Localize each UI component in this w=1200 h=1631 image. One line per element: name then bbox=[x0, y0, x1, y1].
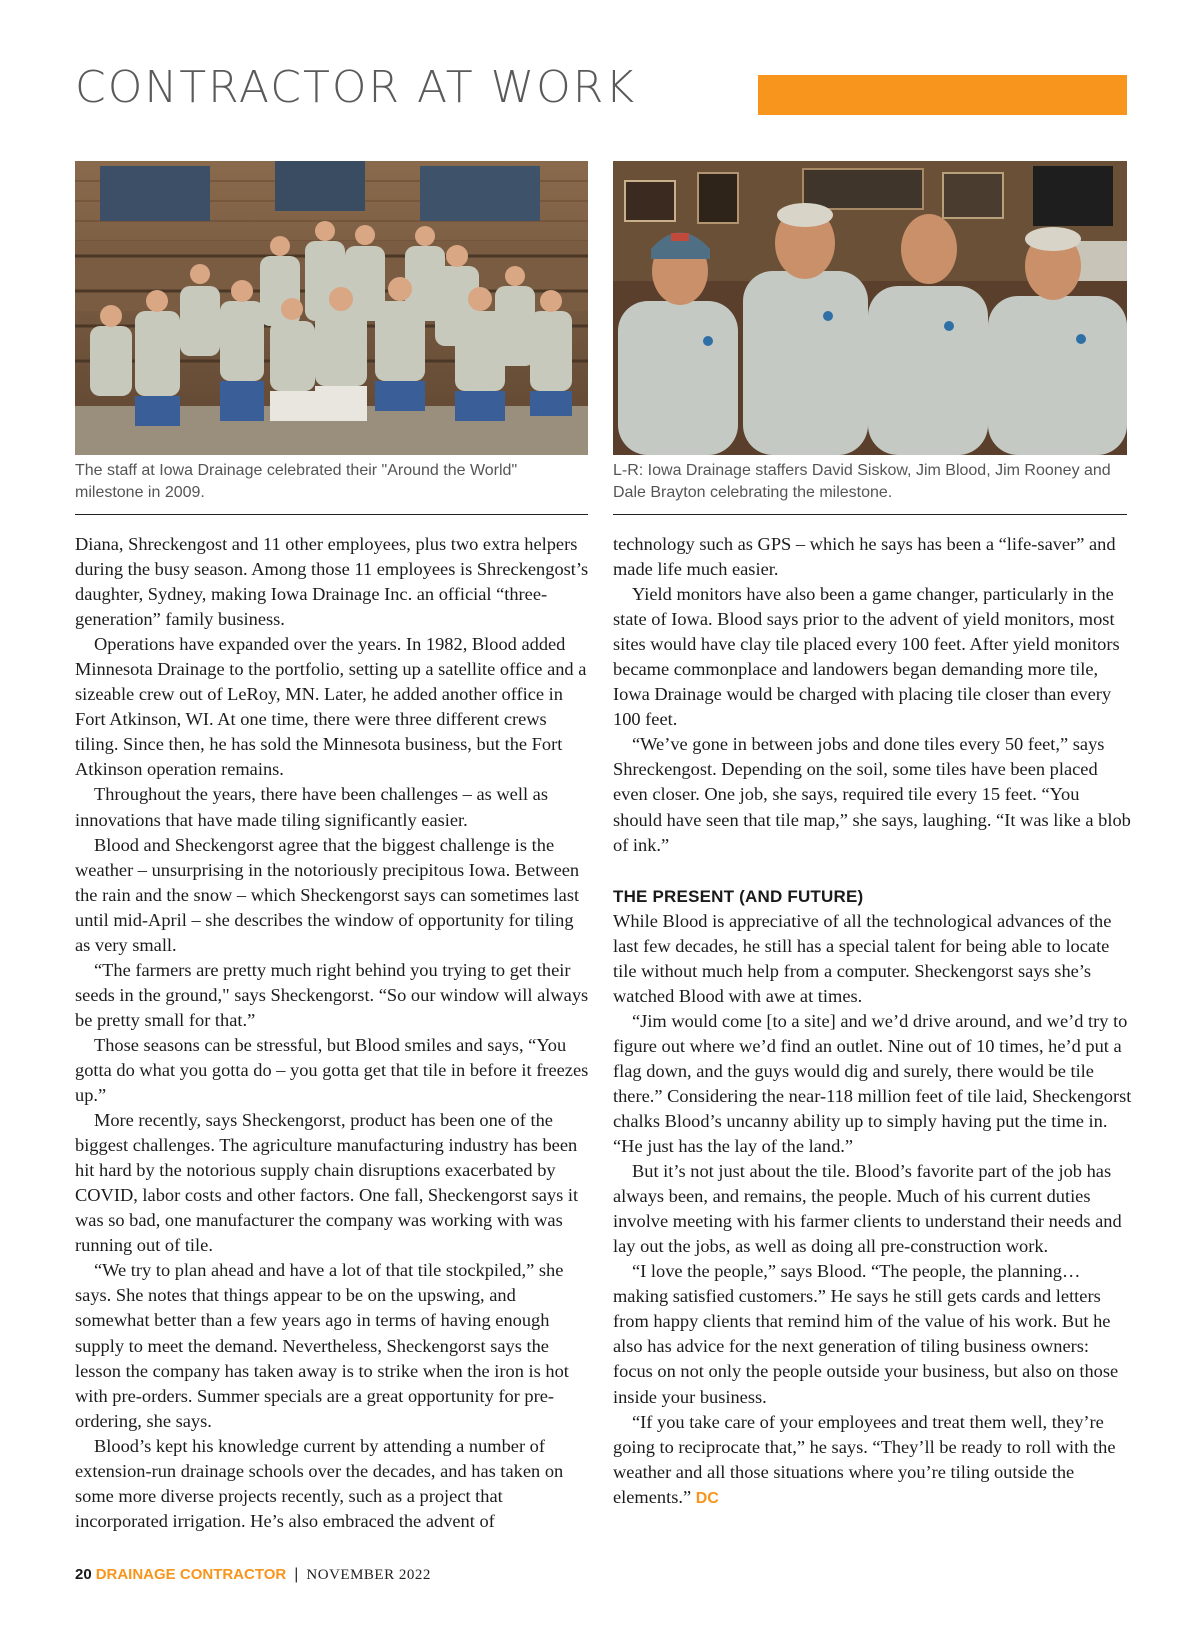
article-paragraph: “I love the people,” says Blood. “The people, the planning… making satisfied customers.” He says he still gets cards and letters from happy clients that remind him of the value of his work. But he also has advice for the next generation of tiling business owners: focus on not only the people outside your business, but also on those inside your business. bbox=[613, 1261, 1119, 1407]
article-paragraph: Operations have expanded over the years. In 1982, Blood added Minnesota Drainage to the portfolio, setting up a satellite office and a sizeable crew out of LeRoy, MN. Later, he added another office in Fort Atkinson, WI. At one time, there were three different crews tiling. Since then, he has sold the Minnesota business, but the Fort Atkinson operation remains. bbox=[75, 634, 587, 780]
staff-group-photo bbox=[75, 161, 588, 455]
article-paragraph: “We try to plan ahead and have a lot of that tile stockpiled,” she says. She notes that things appear to be on the upswing, and somewhat better than a few years ago in terms of having enough supply to meet the demand. Nevertheless, Sheckengorst says the lesson the company has taken away is to strike when the iron is hot with pre-orders. Summer specials are a great opportunity for pre-ordering, she says. bbox=[75, 1260, 569, 1431]
photo-caption-left: The staff at Iowa Drainage celebrated their "Around the World" milestone in 2009. bbox=[75, 462, 518, 501]
article-paragraph: Blood and Sheckengorst agree that the biggest challenge is the weather – unsurprising in the notoriously precipitous Iowa. Between the rain and the snow – which Sheckengorst says can sometimes last until mid-April – she describes the window of opportunity for tiling as very small. bbox=[75, 834, 580, 955]
article-paragraph: “Jim would come [to a site] and we’d drive around, and we’d try to figure out where we’d find an outlet. Nine out of 10 times, he’d put a flag down, and the guys would dig and surely, there would be tile there.” Considering the near-118 million feet of tile laid, Sheckengorst chalks Blood’s uncanny ability up to simply having put the time in. “He just has the lay of the land.” bbox=[613, 1010, 1132, 1157]
article-paragraph: Blood’s kept his knowledge current by attending a number of extension-run drainage schools over the decades, and has taken on some more diverse projects recently, such as a project that incorporated irrigation. He’s also embraced the advent of bbox=[75, 1435, 564, 1531]
article-paragraph: “We’ve gone in between jobs and done tiles every 50 feet,” says Shreckengost. Depending on the soil, some tiles have been placed even closer. One job, she says, required tile every 15 feet. “You should have seen that tile map,” she says, laughing. “It was like a blob of ink.” bbox=[613, 734, 1131, 855]
article-paragraph: Throughout the years, there have been challenges – as well as innovations that have made tiling significantly easier. bbox=[75, 784, 548, 830]
article-paragraph: Yield monitors have also been a game changer, particularly in the state of Iowa. Blood says prior to the advent of yield monitors, most sites would have clay tile placed every 100 feet. After yield monitors became commonplace and landowers began demanding more tile, Iowa Drainage would be charged with placing tile closer than every 100 feet. bbox=[613, 584, 1120, 730]
group-photo-icon bbox=[75, 161, 588, 455]
article-paragraph-text: “If you take care of your employees and treat them well, they’re going to reciprocate that,” he says. “They’ll be ready to roll with the weather and all those situations where you’re tiling outside the elements.” bbox=[613, 1411, 1116, 1507]
page-number: 20 bbox=[75, 1566, 92, 1583]
section-subheading: THE PRESENT (AND FUTURE) bbox=[613, 886, 864, 906]
footer-separator: | bbox=[294, 1566, 299, 1583]
staffers-photo bbox=[613, 161, 1127, 455]
article-paragraph: Diana, Shreckengost and 11 other employees, plus two extra helpers during the busy season. Among those 11 employees is Shreckengost’s daughter, Sydney, making Iowa Drainage Inc. an official “three-generation” family business. bbox=[75, 534, 589, 630]
caption-divider bbox=[75, 514, 588, 515]
section-title: CONTRACTOR AT WORK bbox=[75, 62, 637, 113]
end-mark: DC bbox=[695, 1489, 719, 1507]
issue-date: NOVEMBER 2022 bbox=[306, 1567, 431, 1583]
article-paragraph: “The farmers are pretty much right behind you trying to get their seeds in the ground," says Sheckengorst. “So our window will always be pretty small for that.” bbox=[75, 959, 589, 1030]
article-paragraph: technology such as GPS – which he says has been a “life-saver” and made life much easier. bbox=[613, 534, 1116, 580]
article-paragraph: While Blood is appreciative of all the technological advances of the last few decades, he still has a special talent for being able to locate tile without much help from a computer. Sheckengorst says she’s watched Blood with awe at times. bbox=[613, 910, 1112, 1006]
section-accent-bar bbox=[758, 75, 1127, 115]
caption-divider bbox=[613, 514, 1127, 515]
article-paragraph: Those seasons can be stressful, but Blood smiles and says, “You gotta do what you gotta do – you gotta get that tile in before it freezes up.” bbox=[75, 1034, 589, 1106]
page-footer bbox=[75, 1565, 431, 1585]
article-column-right bbox=[613, 532, 1133, 1511]
article-paragraph: More recently, says Sheckengorst, product has been one of the biggest challenges. The agriculture manufacturing industry has been hit hard by the notorious supply chain disruptions exacerbated by COVID, labor costs and other factors. One fall, Sheckengorst says it was so bad, one manufacturer the company was working with was running out of tile. bbox=[75, 1110, 579, 1256]
magazine-name: DRAINAGE CONTRACTOR bbox=[95, 1566, 287, 1583]
article-final-paragraph bbox=[613, 1410, 1133, 1511]
article-column-left bbox=[75, 532, 590, 1534]
article-paragraph: But it’s not just about the tile. Blood’s favorite part of the job has always been, and remains, the people. Much of his current duties involve meeting with his farmer clients to understand their needs and lay out the jobs, as well as doing all pre-construction work. bbox=[613, 1161, 1122, 1257]
photo-caption-right: L-R: Iowa Drainage staffers David Siskow, Jim Blood, Jim Rooney and Dale Brayton celebrating the milestone. bbox=[613, 462, 1111, 501]
group-photo-icon bbox=[613, 161, 1127, 455]
